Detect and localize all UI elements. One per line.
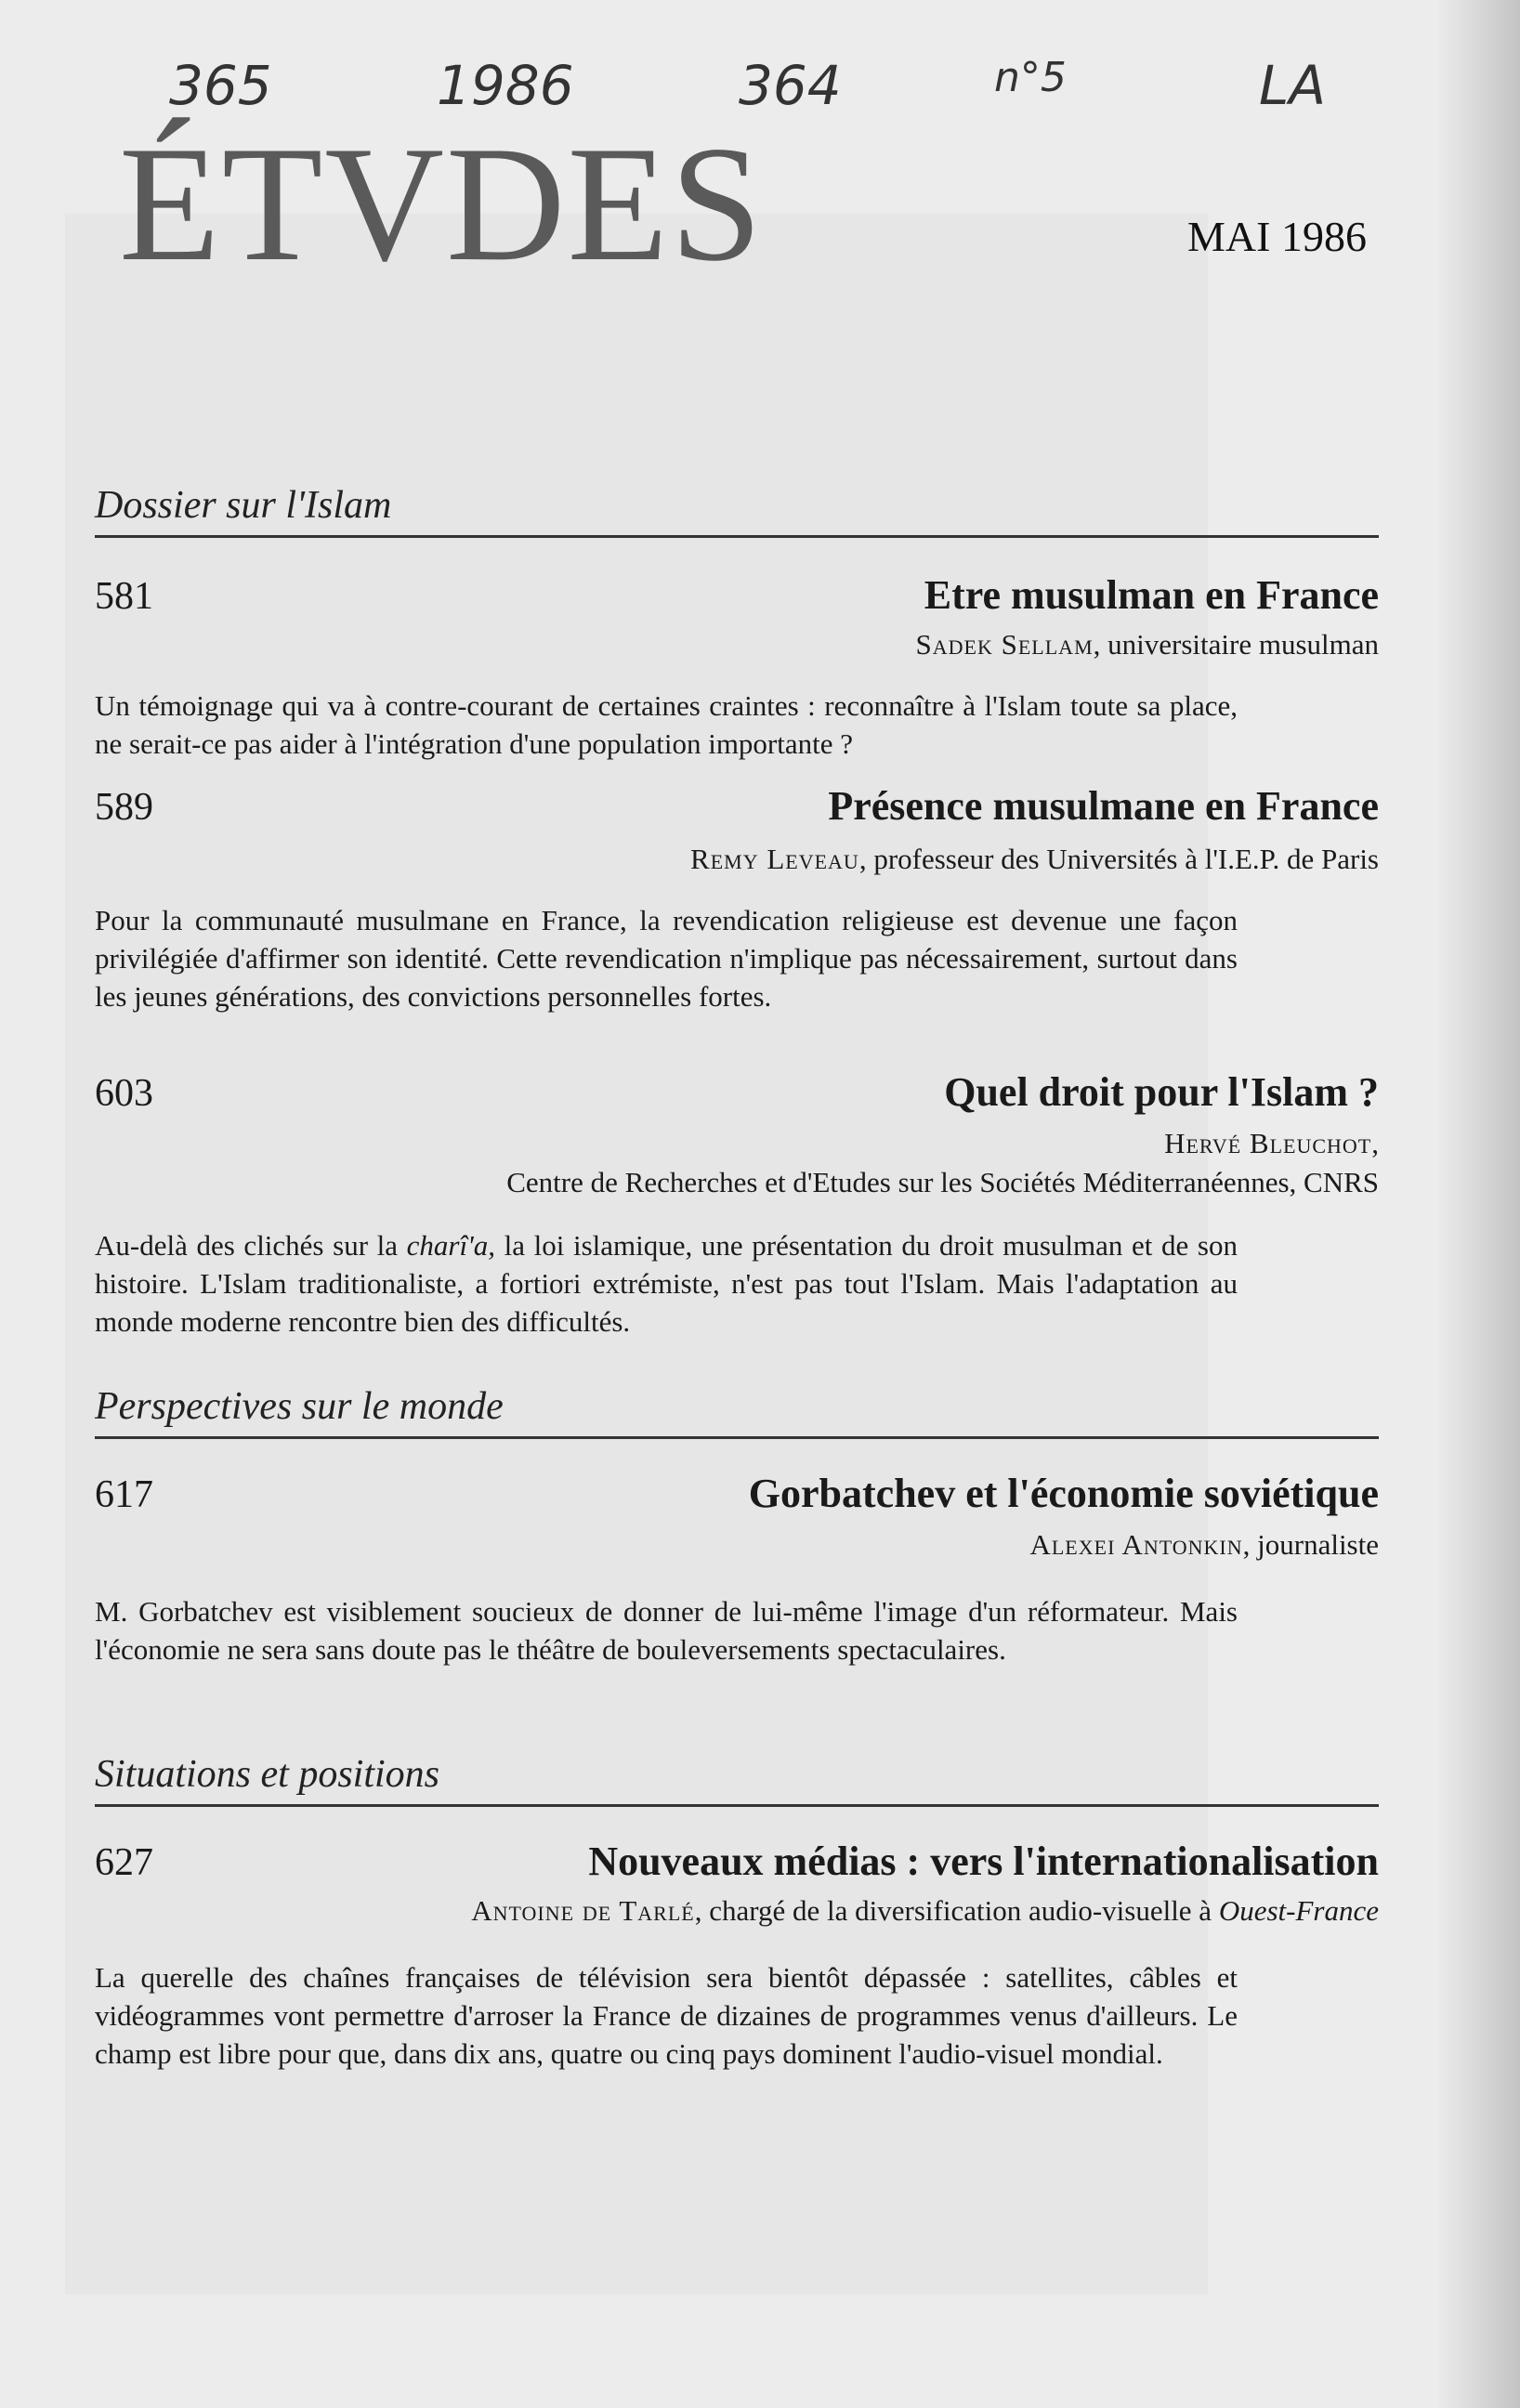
article-byline xyxy=(95,1894,1379,1928)
article-page-number: 617 xyxy=(95,1473,153,1516)
article-description xyxy=(95,1227,1238,1341)
description-text: Au-delà des clichés sur la xyxy=(95,1229,407,1262)
article-affiliation: , xyxy=(1371,1127,1379,1159)
handwritten-note: 365 xyxy=(169,54,272,117)
article-entry xyxy=(95,1470,1379,1669)
handwritten-note: LA xyxy=(1259,54,1326,117)
article-affiliation: , journaliste xyxy=(1242,1528,1379,1561)
section-heading: Situations et positions xyxy=(95,1752,1379,1807)
article-author: Remy Leveau xyxy=(690,843,859,875)
section-situations xyxy=(95,1752,1379,1807)
issue-date: MAI 1986 xyxy=(1187,213,1367,260)
article-page-number: 589 xyxy=(95,786,153,829)
article-title: Nouveaux médias : vers l'internationalisation xyxy=(588,1839,1379,1884)
article-byline xyxy=(95,843,1379,876)
handwritten-note: n°5 xyxy=(994,54,1067,101)
page-binding-shadow xyxy=(1436,0,1520,2408)
article-description: Pour la communauté musulmane en France, la revendication religieuse est devenue une façon privilégiée d'affirmer son identité. Cette revendication n'implique pas nécessairement, surtout dans les jeunes générations, des convictions personnelles fortes. xyxy=(95,904,1238,1013)
article-title: Gorbatchev et l'économie soviétique xyxy=(748,1471,1379,1516)
article-affiliation: , universitaire musulman xyxy=(1093,628,1379,661)
article-byline xyxy=(95,1127,1379,1160)
article-affiliation-italic: Ouest-France xyxy=(1218,1894,1379,1927)
article-author: Sadek Sellam xyxy=(915,628,1094,661)
handwritten-note: 364 xyxy=(739,54,842,117)
article-description: La querelle des chaînes françaises de télévision sera bientôt dépassée : satellites, câbles et vidéogrammes vont permettre d'arroser la France de dizaines de programmes venus d'ailleurs. Le champ est libre pour que, dans dix ans, quatre ou cinq pays dominent l'audio-visuel mondial. xyxy=(95,1961,1238,2070)
article-title: Présence musulmane en France xyxy=(828,783,1379,829)
article-page-number: 603 xyxy=(95,1072,153,1115)
article-affiliation: , professeur des Universités à l'I.E.P. de Paris xyxy=(858,843,1379,875)
handwritten-note: 1986 xyxy=(437,54,574,117)
article-title: Etre musulman en France xyxy=(924,572,1379,618)
description-italic-term: charî'a, xyxy=(406,1229,495,1262)
article-page-number: 627 xyxy=(95,1841,153,1884)
article-description: Un témoignage qui va à contre-courant de certaines craintes : reconnaître à l'Islam toute sa place, ne serait-ce pas aider à l'intégration d'une population importante ? xyxy=(95,689,1238,760)
article-affiliation: , chargé de la diversification audio-visuelle à xyxy=(694,1894,1219,1927)
article-page-number: 581 xyxy=(95,575,153,618)
article-byline xyxy=(95,1528,1379,1562)
section-dossier-islam xyxy=(95,483,1379,538)
article-author: Alexei Antonkin xyxy=(1029,1528,1243,1561)
article-byline xyxy=(95,628,1379,661)
article-entry xyxy=(95,1068,1379,1341)
section-perspectives xyxy=(95,1384,1379,1439)
section-heading: Dossier sur l'Islam xyxy=(95,483,1379,538)
article-affiliation-line: Centre de Recherches et d'Etudes sur les Sociétés Méditerranéennes, CNRS xyxy=(506,1166,1379,1198)
article-entry xyxy=(95,782,1379,1016)
article-title: Quel droit pour l'Islam ? xyxy=(944,1069,1379,1115)
article-author: Hervé Bleuchot xyxy=(1164,1127,1372,1159)
article-entry xyxy=(95,1838,1379,2074)
journal-masthead: ÉTVDES xyxy=(119,111,765,295)
description-text: la loi islamique, une présentation du droit musulman et de son histoire. L'Islam traditionaliste, a fortiori extrémiste, n'est pas tout l'Islam. Mais l'adaptation au monde moderne rencontre bien des difficultés. xyxy=(95,1229,1238,1338)
section-heading: Perspectives sur le monde xyxy=(95,1384,1379,1439)
article-description: M. Gorbatchev est visiblement soucieux de donner de lui-même l'image d'un réformateur. Mais l'économie ne sera sans doute pas le théâtre de bouleversements spectaculaires. xyxy=(95,1595,1238,1666)
article-entry xyxy=(95,571,1379,764)
article-author: Antoine de Tarlé xyxy=(471,1894,695,1927)
